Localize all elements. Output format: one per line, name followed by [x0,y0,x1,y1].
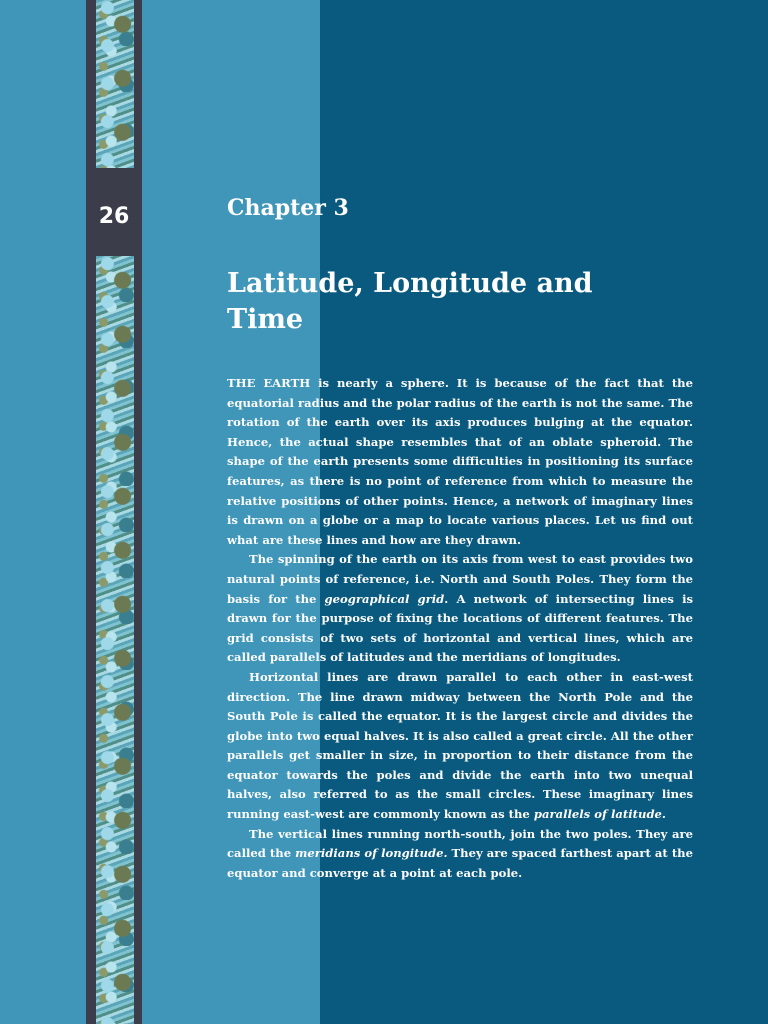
paragraph-2 [227,550,693,668]
paragraph-lead: THE EARTH [227,376,311,390]
paragraph-4 [227,825,693,884]
chapter-label: Chapter 3 [227,195,349,221]
satellite-image-strip-top [96,0,134,168]
emphasis-term: parallels of latitude. [533,807,666,822]
paragraph-text: They are spaced farthest apart at the equator and converge at a point at each pole. [227,846,693,880]
emphasis-term: geographical grid [324,591,445,606]
satellite-image-strip-bottom [96,256,134,1024]
paragraph-text: . A network of intersecting lines is drawn for the purpose of fixing the locations of different features. The grid consists of two sets of horizontal and vertical lines, which are called parallels of latitudes and the meridians of longitudes. [227,591,693,665]
paragraph-3 [227,668,693,825]
body-text [227,374,693,883]
paragraph-text: Horizontal lines are drawn parallel to each other in east-west direction. The line drawn midway between the North Pole and the South Pole is called the equator. It is the largest circle and divides the globe into two equal halves. It is also called a great circle. All the other parallels get smaller in size, in proportion to their distance from the equator towards the poles and divide the earth into two unequal halves, also referred to as the small circles. These imaginary lines running east-west are commonly known as the [227,669,693,822]
chapter-title: Latitude, Longitude and Time [227,268,593,335]
paragraph-text: The vertical lines running north-south, join the two poles. They are called the [227,826,693,861]
paragraph-text: is nearly a sphere. It is because of the fact that the equatorial radius and the polar radius of the earth is not the same. The rotation of the earth over its axis produces bulging at the equator. Hence, the actual shape resembles that of an oblate spheroid. The shape of the earth presents some difficulties in positioning its surface features, as there is no point of reference from which to measure the relative positions of other points. Hence, a network of imaginary lines is drawn on a globe or a map to locate various places. Let us find out what are these lines and how are they drawn. [227,376,693,547]
page-number: 26 [98,204,130,229]
emphasis-term: meridians of longitude. [295,846,448,861]
paragraph-text: The spinning of the earth on its axis from west to east provides two natural points of reference, i.e. North and South Poles. They form the basis for the [227,552,693,606]
paragraph-1 [227,374,693,550]
